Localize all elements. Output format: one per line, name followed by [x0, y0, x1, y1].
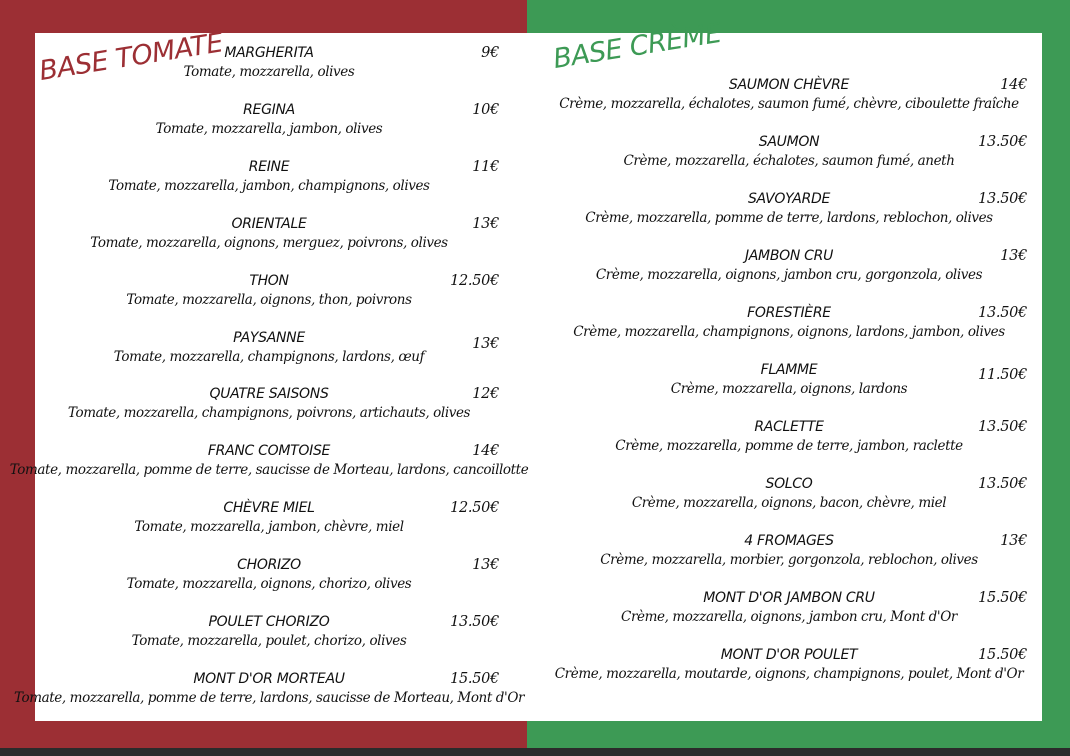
- pizza-price: 10€: [472, 101, 499, 118]
- pizza-price: 13.50€: [450, 614, 499, 630]
- pizza-ingredients: Tomate, mozzarella, jambon, chèvre, miel: [134, 519, 404, 536]
- pizza-ingredients: Crème, mozzarella, échalotes, saumon fumé, aneth: [623, 153, 955, 169]
- pizza-ingredients: Crème, mozzarella, oignons, jambon cru, Mont d'Or: [621, 609, 957, 625]
- pizza-ingredients: Crème, mozzarella, morbier, gorgonzola, reblochon, olives: [600, 552, 978, 568]
- pizza-ingredients: Crème, mozzarella, moutarde, oignons, champignons, poulet, Mont d'Or: [554, 666, 1024, 682]
- pizza-ingredients: Tomate, mozzarella, oignons, thon, poivrons: [126, 291, 412, 308]
- pizza-price: 11.50€: [978, 367, 1027, 383]
- pizza-name: REINE: [248, 158, 290, 175]
- pizza-price: 13€: [1000, 533, 1027, 549]
- pizza-ingredients: Tomate, mozzarella, champignons, lardons, œuf: [113, 348, 425, 365]
- pizza-ingredients: Crème, mozzarella, oignons, jambon cru, gorgonzola, olives: [595, 267, 983, 283]
- pizza-ingredients: Tomate, mozzarella, pomme de terre, saucisse de Morteau, lardons, cancoillotte: [9, 462, 529, 479]
- pizza-name: PAYSANNE: [233, 329, 305, 346]
- pizza-ingredients: Crème, mozzarella, pomme de terre, lardons, reblochon, olives: [585, 210, 993, 226]
- bottom-strip: [0, 748, 1070, 756]
- pizza-name: SAUMON: [758, 134, 820, 150]
- pizza-name: THON: [249, 272, 289, 289]
- pizza-price: 9€: [481, 45, 499, 61]
- pizza-ingredients: Tomate, mozzarella, oignons, chorizo, olives: [126, 576, 412, 593]
- pizza-name: SAVOYARDE: [747, 191, 831, 207]
- base-creme-title: BASE CRÈME: [551, 17, 724, 76]
- pizza-ingredients: Crème, mozzarella, pomme de terre, jambon, raclette: [615, 438, 963, 454]
- pizza-name: MONT D'OR JAMBON CRU: [703, 590, 875, 606]
- pizza-name: FRANC COMTOISE: [207, 443, 331, 460]
- pizza-name: CHORIZO: [237, 557, 301, 574]
- pizza-name: REGINA: [243, 101, 295, 118]
- pizza-name: RACLETTE: [754, 419, 824, 435]
- pizza-ingredients: Tomate, mozzarella, poulet, chorizo, olives: [131, 633, 407, 649]
- pizza-name: MONT D'OR POULET: [720, 647, 858, 663]
- pizza-price: 14€: [1000, 77, 1027, 93]
- pizza-ingredients: Crème, mozzarella, échalotes, saumon fumé, chèvre, ciboulette fraîche: [559, 96, 1019, 112]
- pizza-ingredients: Tomate, mozzarella, pomme de terre, lardons, saucisse de Morteau, Mont d'Or: [13, 689, 525, 706]
- pizza-price: 15.50€: [978, 647, 1027, 663]
- pizza-name: SAUMON CHÈVRE: [728, 77, 850, 93]
- pizza-name: POULET CHORIZO: [208, 614, 330, 630]
- pizza-price: 13€: [472, 335, 499, 352]
- pizza-name: FORESTIÈRE: [747, 305, 831, 321]
- pizza-price: 13€: [1000, 248, 1027, 264]
- base-tomate-title: BASE TOMATE: [37, 27, 226, 87]
- pizza-price: 14€: [472, 443, 499, 460]
- pizza-name: SOLCO: [765, 476, 813, 492]
- pizza-name: 4 FROMAGES: [744, 533, 834, 549]
- pizza-price: 13.50€: [978, 476, 1027, 492]
- pizza-name: JAMBON CRU: [744, 248, 834, 264]
- pizza-ingredients: Crème, mozzarella, oignons, bacon, chèvre, miel: [631, 495, 947, 511]
- pizza-name: MARGHERITA: [224, 45, 314, 61]
- pizza-ingredients: Tomate, mozzarella, olives: [183, 64, 355, 80]
- pizza-ingredients: Tomate, mozzarella, oignons, merguez, poivrons, olives: [90, 234, 448, 251]
- pizza-ingredients: Tomate, mozzarella, champignons, poivrons, artichauts, olives: [67, 405, 471, 422]
- pizza-price: 11€: [472, 158, 499, 175]
- pizza-name: FLAMME: [760, 362, 818, 378]
- pizza-name: QUATRE SAISONS: [209, 386, 329, 403]
- pizza-ingredients: Crème, mozzarella, champignons, oignons, lardons, jambon, olives: [573, 324, 1005, 340]
- pizza-ingredients: Tomate, mozzarella, jambon, champignons, olives: [108, 177, 430, 194]
- pizza-price: 12.50€: [450, 500, 499, 517]
- pizza-price: 13€: [472, 215, 499, 232]
- pizza-price: 15.50€: [978, 590, 1027, 606]
- pizza-price: 13.50€: [978, 191, 1027, 207]
- pizza-price: 13.50€: [978, 134, 1027, 150]
- pizza-price: 12.50€: [450, 272, 499, 289]
- pizza-price: 12€: [472, 386, 499, 403]
- pizza-price: 15.50€: [450, 670, 499, 687]
- pizza-name: MONT D'OR MORTEAU: [193, 670, 345, 687]
- pizza-ingredients: Crème, mozzarella, oignons, lardons: [670, 381, 908, 397]
- pizza-ingredients: Tomate, mozzarella, jambon, olives: [155, 120, 383, 137]
- pizza-price: 13€: [472, 557, 499, 574]
- pizza-name: CHÈVRE MIEL: [223, 500, 315, 517]
- pizza-name: ORIENTALE: [231, 215, 307, 232]
- pizza-price: 13.50€: [978, 305, 1027, 321]
- pizza-price: 13.50€: [978, 419, 1027, 435]
